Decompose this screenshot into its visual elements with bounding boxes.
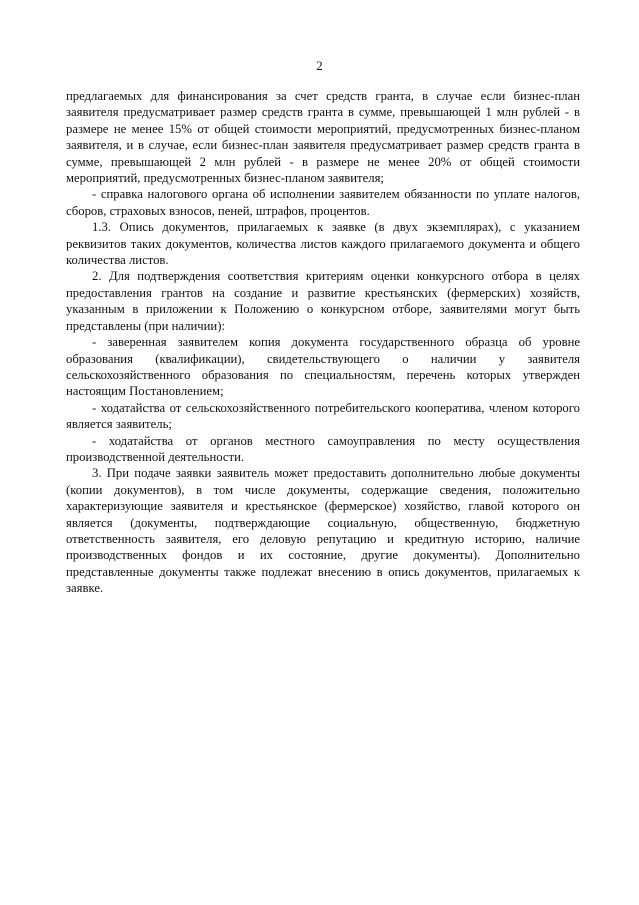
page-number: 2 xyxy=(316,58,323,73)
document-body xyxy=(66,88,580,597)
paragraph-additional-documents: 3. При подаче заявки заявитель может предоставить дополнительно любые документы (копии документов), в том числе документы, содержащие сведения, положительно характеризующие заявителя и крестьянское (фермерское) хозяйство, главой которого он является (документы, подтверждающие социальную, общественную, бюджетную ответственность заявителя, его деловую репутацию и кредитную историю, наличие производственных фондов и их состояние, другие документы). Дополнительно представленные документы также подлежат внесению в опись документов, прилагаемых к заявке. xyxy=(66,466,580,596)
paragraph-continuation: предлагаемых для финансирования за счет средств гранта, в случае если бизнес-план заявителя предусматривает размер средств гранта в сумме, превышающей 1 млн рублей - в размере не менее 15% от общей стоимости мероприятий, предусмотренных бизнес-планом заявителя, и в случае, если бизнес-план заявителя предусматривает размер средств гранта в сумме, превышающей 2 млн рублей - в размере не менее 20% от общей стоимости мероприятий, предусмотренных бизнес-планом заявителя; xyxy=(66,89,580,186)
paragraph-tax-certificate: - справка налогового органа об исполнении заявителем обязанности по уплате налогов, сборов, страховых взносов, пеней, штрафов, процентов. xyxy=(66,187,580,218)
paragraph-cooperative-petition: - ходатайства от сельскохозяйственного потребительского кооператива, членом которого является заявитель; xyxy=(66,400,580,432)
paragraph-local-government-petition: - ходатайства от органов местного самоуправления по месту осуществления производственной деятельности. xyxy=(66,433,580,464)
paragraph-criteria-confirmation: 2. Для подтверждения соответствия критериям оценки конкурсного отбора в целях предоставления грантов на создание и развитие крестьянских (фермерских) хозяйств, указанным в приложении к Положению о конкурсном отборе, заявителями могут быть представлены (при наличии): xyxy=(66,269,580,333)
paragraph-education-copy: - заверенная заявителем копия документа государственного образца об уровне образования (квалификации), свидетельствующего о наличии у заявителя сельскохозяйственного образования по специальностям, перечень которых утвержден настоящим Постановлением; xyxy=(66,335,580,399)
paragraph-document-inventory: 1.3. Опись документов, прилагаемых к заявке (в двух экземплярах), с указанием реквизитов таких документов, количества листов каждого прилагаемого документа и общего количества листов. xyxy=(66,220,580,268)
